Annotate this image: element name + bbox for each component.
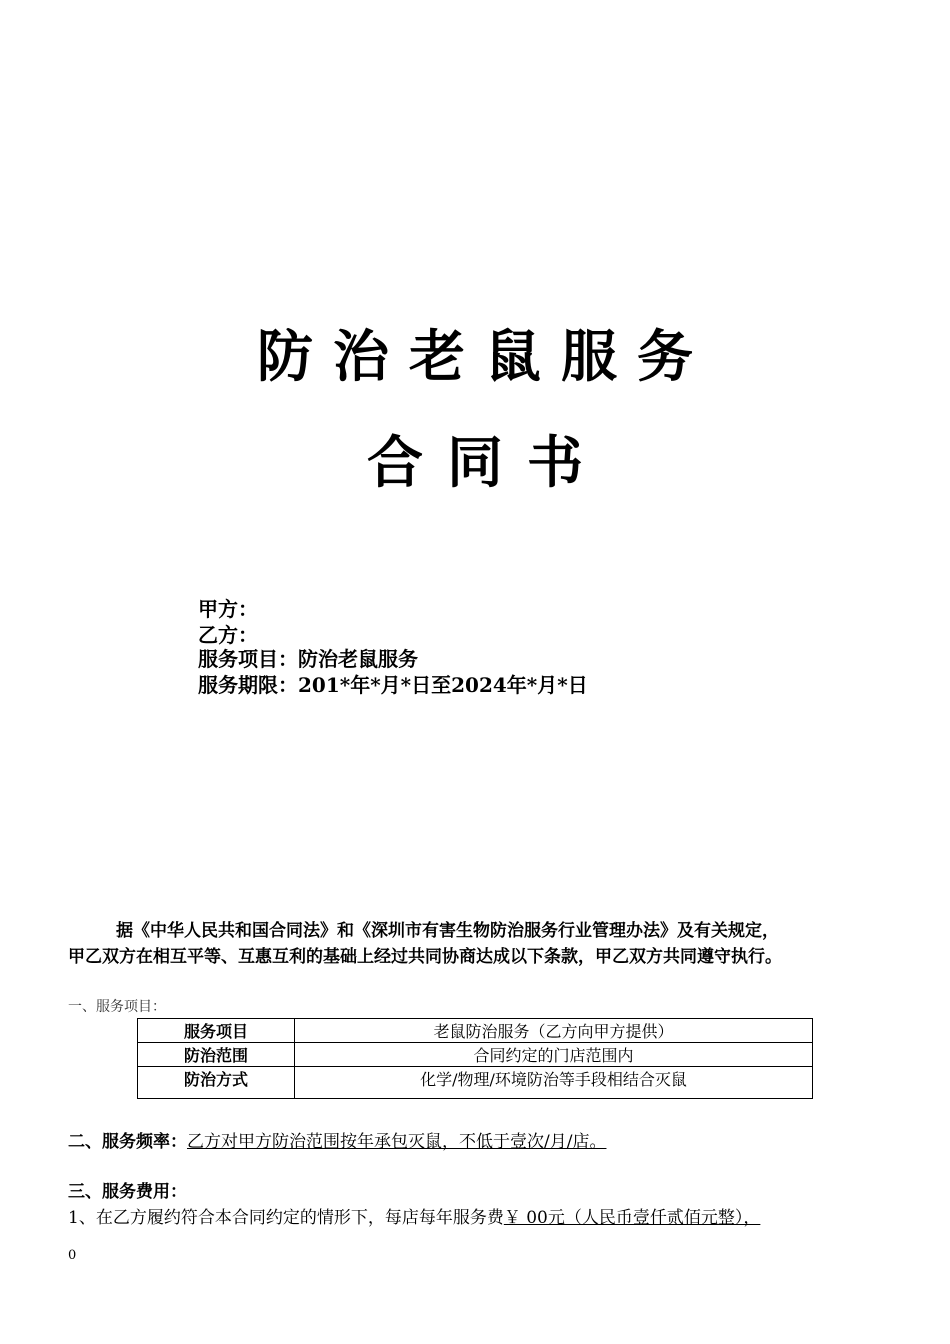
table-row [138,1019,813,1043]
section3-heading: 三、服务费用： [68,1182,187,1202]
section2-line [68,1130,606,1154]
section3-item1 [68,1206,760,1230]
contract-title-line2: 合同书 [367,431,607,496]
fee-amount: ￥ 00元（人民币壹仟贰佰元整）， [503,1208,761,1228]
table-row [138,1067,813,1099]
table-label-cell: 防治方式 [138,1067,295,1099]
service-period-field: 服务期限：201*年*月*日至2024年*月*日 [198,673,588,697]
section1-heading: 一、服务项目： [68,999,166,1015]
section2-text: 乙方对甲方防治范围按年承包灭鼠，不低于壹次/月/店。 [187,1132,607,1152]
table-label-cell: 服务项目 [138,1019,295,1043]
fee-clause-text: 1、在乙方履约符合本合同约定的情形下，每店每年服务费 [68,1208,504,1228]
table-label-cell: 防治范围 [138,1043,295,1067]
intro-paragraph-line1: 据《中华人民共和国合同法》和《深圳市有害生物防治服务行业管理办法》及有关规定， [116,921,779,941]
intro-paragraph-line2: 甲乙双方在相互平等、互惠互利的基础上经过共同协商达成以下条款，甲乙双方共同遵守执行。 [68,947,782,967]
service-item-field: 服务项目：防治老鼠服务 [198,647,418,671]
contract-title-line1: 防治老鼠服务 [257,325,713,390]
table-value-cell: 化学/物理/环境防治等手段相结合灭鼠 [295,1067,813,1099]
page-number: 0 [68,1248,77,1263]
table-row [138,1043,813,1067]
party-b-field: 乙方： [198,623,258,647]
service-table [137,1018,813,1099]
party-a-field: 甲方： [198,597,258,621]
section2-heading: 二、服务频率： [68,1132,187,1152]
table-value-cell: 合同约定的门店范围内 [295,1043,813,1067]
table-value-cell: 老鼠防治服务（乙方向甲方提供） [295,1019,813,1043]
